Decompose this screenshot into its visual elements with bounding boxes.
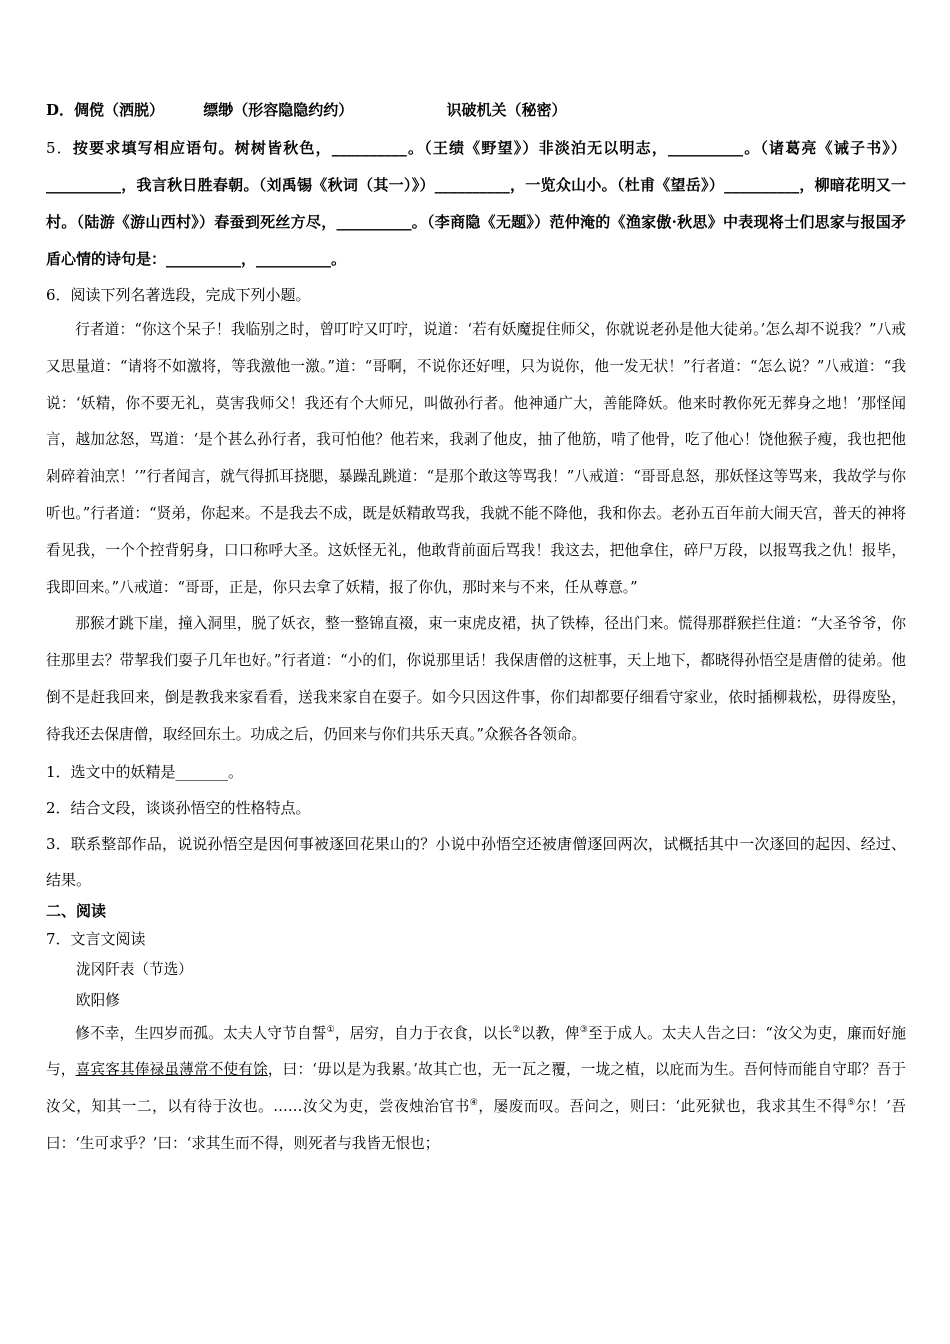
footnote-marker-2: ②	[512, 1024, 521, 1035]
sub-question-2: 2．结合文段，谈谈孙悟空的性格特点。	[46, 798, 311, 817]
footnote-marker-3: ③	[579, 1024, 588, 1035]
footnote-marker-4: ④	[469, 1098, 479, 1109]
footnote-marker-5: ⑤	[847, 1098, 856, 1109]
section-heading: 二、阅读	[46, 901, 107, 920]
option-d-row	[46, 96, 906, 124]
option-d-item3: 识破机关（秘密）	[446, 101, 567, 119]
sub-question-3: 3．联系整部作品，说说孙悟空是因何事被逐回花果山的？小说中孙悟空还被唐僧逐回两次，试概括其中一次逐回的起因、经过、结果。	[46, 834, 906, 889]
passage-paragraph-2: 那猴才跳下崖，撞入洞里，脱了妖衣，整一整锦直裰，束一束虎皮裙，执了铁棒，径出门来。慌得那群猴拦住道：“大圣爷爷，你往那里去？带挈我们耍子几年也好。”行者道：“小的们，你说那里话！我保唐僧的这桩事，天上地下，都晓得孙悟空是唐僧的徒弟。他倒不是赶我回来，倒是教我来家看看，送我来家自在耍子。如今只因这件事，你们却都要仔细看守家业，依时插柳栽松，毋得废坠，待我还去保唐僧，取经回东土。功成之后，仍回来与你们共乐天真。”众猴各各领命。	[46, 615, 906, 743]
question-5	[46, 130, 906, 278]
classical-text-author: 欧阳修	[76, 991, 120, 1009]
question-5-number: 5．	[46, 139, 73, 157]
question-5-text: 按要求填写相应语句。树树皆秋色，__________。（王绩《野望》）非淡泊无以明志，__________。（诸葛亮《诫子书》）__________，我言秋日胜春朝。（刘禹锡《秋词（其一）》）__________，一览众山小。（杜甫《望岳》）__________，柳暗花明又一村。（陆游《游山西村》）春蚕到死丝方尽，__________。（李商隐《无题》）范仲淹的《渔家傲·秋思》中表现将士们思家与报国矛盾心情的诗句是：__________，__________。	[46, 139, 906, 268]
footnote-marker-1: ①	[326, 1024, 335, 1035]
classical-text-title: 泷冈阡表（节选）	[76, 960, 193, 978]
question-7: 7．文言文阅读	[46, 929, 146, 948]
question-6-intro: 6．阅读下列名著选段，完成下列小题。	[46, 286, 311, 304]
option-d-item1: D．倜傥（洒脱）	[46, 101, 165, 119]
classical-text-body: 修不幸，生四岁而孤。太夫人守节自誓①，居穷，自力于衣食，以长②以教，俾③至于成人。太夫人告之曰：“汝父为吏，廉而好施与，喜宾客其俸禄虽薄常不使有馀，曰：‘毋以是为我累。’故其亡也，无一瓦之覆，一垅之植，以庇而为生。吾何恃而能自守耶？吾于汝父，知其一二，以有待于汝也。……汝父为吏，尝夜烛治官书④，屡废而叹。吾问之，则曰：‘此死狱也，我求其生不得⑤尔！’吾曰：‘生可求乎？’曰：‘求其生而不得，则死者与我皆无恨也；	[46, 1024, 906, 1152]
document-page	[46, 96, 906, 1163]
option-d-item2: 缥缈（形容隐隐约约）	[203, 101, 354, 119]
passage-paragraph-1: 行者道：“你这个呆子！我临别之时，曾叮咛又叮咛，说道：‘若有妖魔捉住师父，你就说老孙是他大徒弟。’怎么却不说我？”八戒又思量道：“请将不如激将，等我激他一激。”道：“哥啊，不说你还好哩，只为说你，他一发无状！”行者道：“怎么说？”八戒道：“我说：‘妖精，你不要无礼，莫害我师父！我还有个大师兄，叫做孙行者。他神通广大，善能降妖。他来时教你死无葬身之地！’那怪闻言，越加忿怒，骂道：‘是个甚么孙行者，我可怕他？他若来，我剥了他皮，抽了他筋，啃了他骨，吃了他心！饶他猴子瘦，我也把他剁碎着油烹！’”行者闻言，就气得抓耳挠腮，暴躁乱跳道：“是那个敢这等骂我！”八戒道：“哥哥息怒，那妖怪这等骂来，我故学与你听也。”行者道：“贤弟，你起来。不是我去不成，既是妖精敢骂我，我就不能不降他，我和你去。老孙五百年前大闹天宫，普天的神将看见我，一个个控背躬身，口口称呼大圣。这妖怪无礼，他敢背前面后骂我！我这去，把他拿住，碎尸万段，以报骂我之仇！报毕，我即回来。”八戒道：“哥哥，正是，你只去拿了妖精，报了你仇，那时来与不来，任从尊意。”	[46, 321, 906, 596]
underlined-sentence: 喜宾客其俸禄虽薄常不使有馀	[75, 1061, 268, 1079]
sub-question-1: 1．选文中的妖精是_______。	[46, 762, 244, 781]
